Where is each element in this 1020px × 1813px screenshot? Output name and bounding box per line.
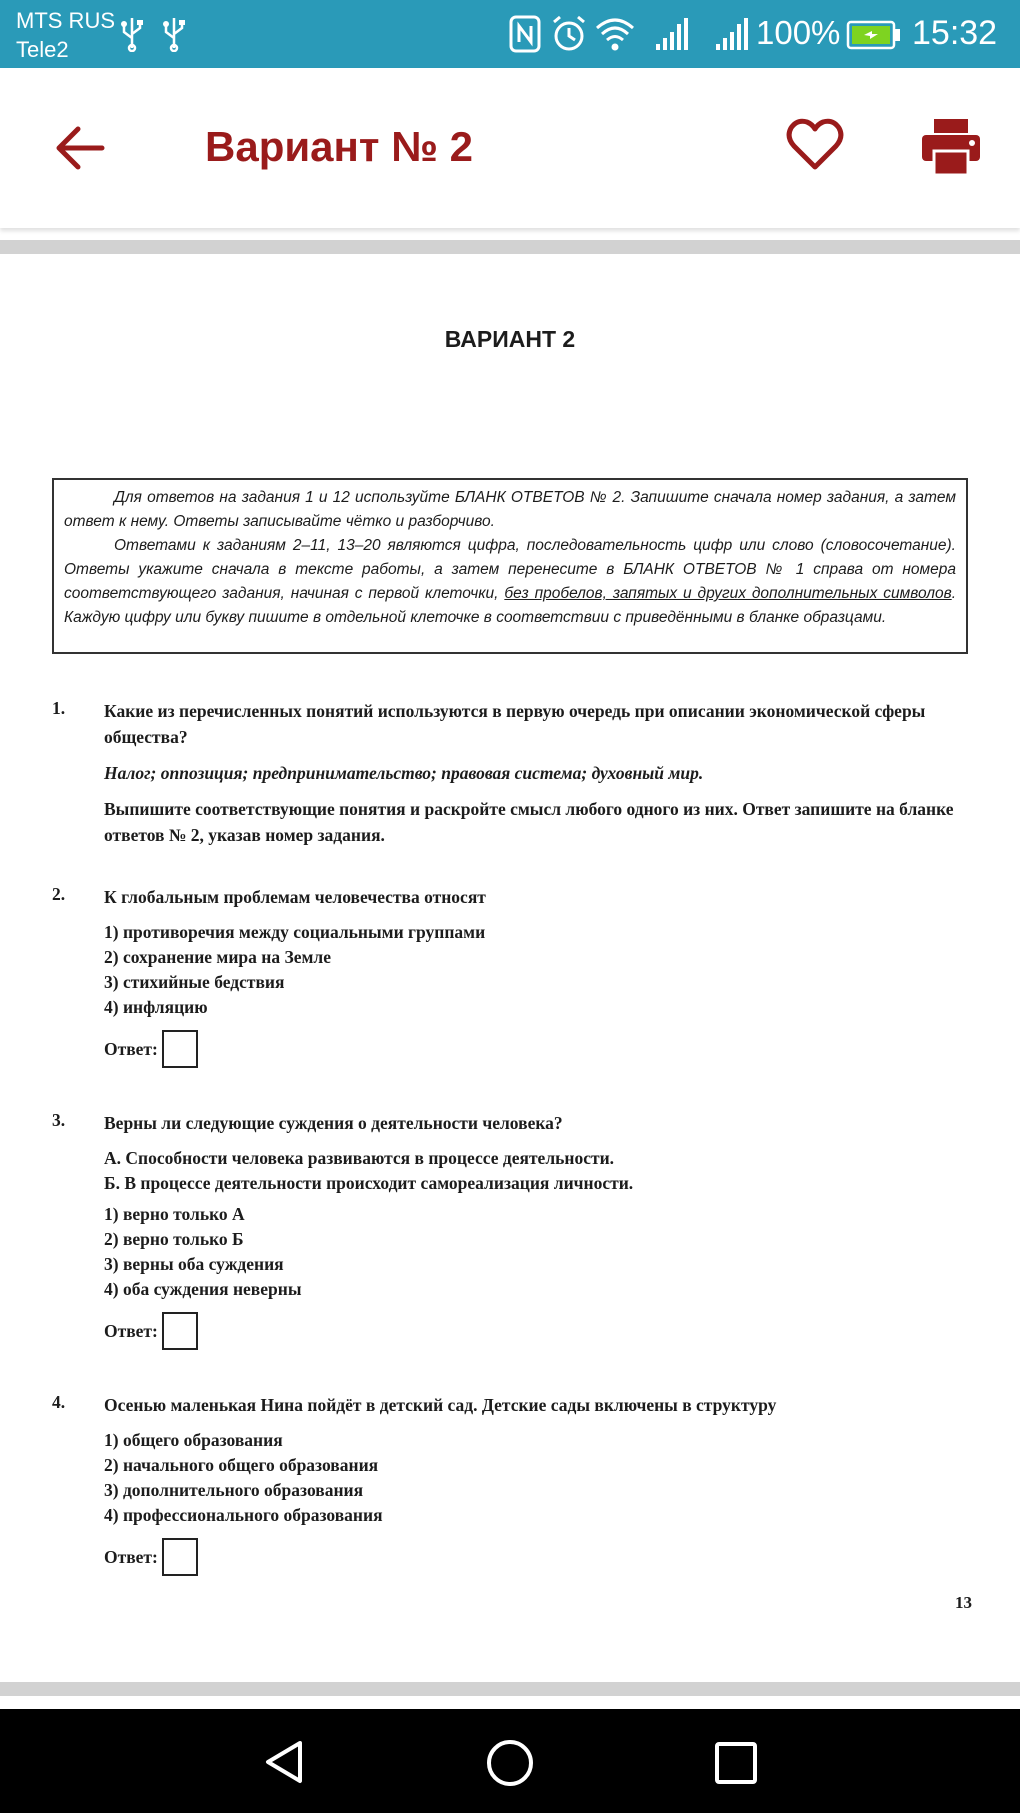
- question-text: Какие из перечисленных понятий используются в первую очередь при описании экономической сферы общества?: [104, 701, 926, 747]
- nav-recents-icon[interactable]: [714, 1741, 758, 1785]
- instructions-box: [52, 478, 968, 654]
- answer-box[interactable]: [162, 1312, 198, 1350]
- question-text: Верны ли следующие суждения о деятельности человека?: [104, 1113, 563, 1133]
- page-title: Вариант № 2: [205, 123, 473, 170]
- page-separator-top: [0, 240, 1020, 254]
- usb-icon-2: [160, 16, 188, 52]
- option-3: 3) верны оба суждения: [104, 1254, 284, 1274]
- question-number: 2.: [52, 884, 66, 904]
- question-task: Выпишите соответствующие понятия и раскройте смысл любого одного из них. Ответ запишите на бланке ответов № 2, указав номер задания.: [104, 799, 954, 845]
- option-4: 4) инфляцию: [104, 997, 208, 1017]
- question-text: К глобальным проблемам человечества относят: [104, 887, 486, 907]
- option-4: 4) оба суждения неверны: [104, 1279, 302, 1299]
- statement-a: А. Способности человека развиваются в процессе деятельности.: [104, 1148, 615, 1168]
- option-2: 2) начального общего образования: [104, 1455, 379, 1475]
- answer-label: Ответ:: [104, 1546, 158, 1567]
- option-2: 2) сохранение мира на Земле: [104, 947, 332, 967]
- answer-row: [104, 1538, 968, 1576]
- nav-back-icon[interactable]: [262, 1739, 306, 1785]
- answer-box[interactable]: [162, 1030, 198, 1068]
- option-3: 3) стихийные бедствия: [104, 972, 285, 992]
- alarm-icon: [550, 14, 588, 54]
- instructions-p2-text: Ответами к заданиям 2–11, 13–20 являются цифра, последовательность цифр или слово (словосочетание). Ответы укажите сначала в тексте работы, а затем перенесите в БЛАНК ОТВЕТОВ № 1 справа от номера соответствующего задания, начиная с первой клеточки,: [64, 537, 956, 602]
- option-4: 4) профессионального образования: [104, 1505, 383, 1525]
- instructions-p1: Для ответов на задания 1 и 12 используйте БЛАНК ОТВЕТОВ № 2. Запишите сначала номер задания, а затем ответ к нему. Ответы записывайте чётко и разборчиво.: [64, 489, 956, 530]
- arrow-left-icon[interactable]: [52, 120, 108, 176]
- carrier-2: Tele2: [16, 37, 69, 62]
- wifi-icon: [594, 14, 636, 54]
- answer-label: Ответ:: [104, 1038, 158, 1059]
- answer-box[interactable]: [162, 1538, 198, 1576]
- answer-row: [104, 1312, 968, 1350]
- signal-icon-2: [714, 14, 750, 54]
- carrier-1: MTS RUS: [16, 8, 115, 33]
- option-1: 1) верно только А: [104, 1204, 245, 1224]
- option-1: 1) общего образования: [104, 1430, 283, 1450]
- page-number: 13: [955, 1593, 972, 1612]
- document-page[interactable]: [0, 258, 1020, 1680]
- option-1: 1) противоречия между социальными группами: [104, 922, 486, 942]
- heart-outline-icon[interactable]: [785, 115, 845, 175]
- answer-row: [104, 1030, 968, 1068]
- nav-bar: [0, 1709, 1020, 1813]
- answer-label: Ответ:: [104, 1320, 158, 1341]
- question-number: 4.: [52, 1392, 66, 1412]
- instructions-p2-end: . Каждую цифру или букву пишите в отдельной клеточке в соответствии с приведёнными в бланке образцами.: [64, 585, 956, 626]
- question-text: Осенью маленькая Нина пойдёт в детский сад. Детские сады включены в структуру: [104, 1395, 777, 1415]
- nav-home-icon[interactable]: [486, 1739, 534, 1787]
- clock: 15:32: [912, 14, 998, 52]
- option-2: 2) верно только Б: [104, 1229, 244, 1249]
- question-terms: Налог; оппозиция; предпринимательство; правовая система; духовный мир.: [104, 763, 704, 783]
- signal-icon-1: [654, 14, 690, 54]
- status-bar: [0, 0, 1020, 68]
- instructions-p2-underlined: без пробелов, запятых и других дополнительных символов: [504, 585, 952, 602]
- question-number: 3.: [52, 1110, 66, 1130]
- statement-b: Б. В процессе деятельности происходит самореализация личности.: [104, 1173, 634, 1193]
- usb-icon: [118, 16, 146, 52]
- battery-icon: [846, 20, 902, 50]
- printer-icon[interactable]: [920, 117, 982, 177]
- carrier-info: [16, 6, 115, 64]
- question-number: 1.: [52, 698, 66, 718]
- nfc-icon: [508, 14, 542, 54]
- document-title: ВАРИАНТ 2: [444, 326, 576, 352]
- page-separator-bottom: [0, 1682, 1020, 1696]
- instructions-p2: [64, 534, 956, 630]
- battery-percent: 100%: [756, 14, 841, 51]
- option-3: 3) дополнительного образования: [104, 1480, 364, 1500]
- app-bar: [0, 68, 1020, 228]
